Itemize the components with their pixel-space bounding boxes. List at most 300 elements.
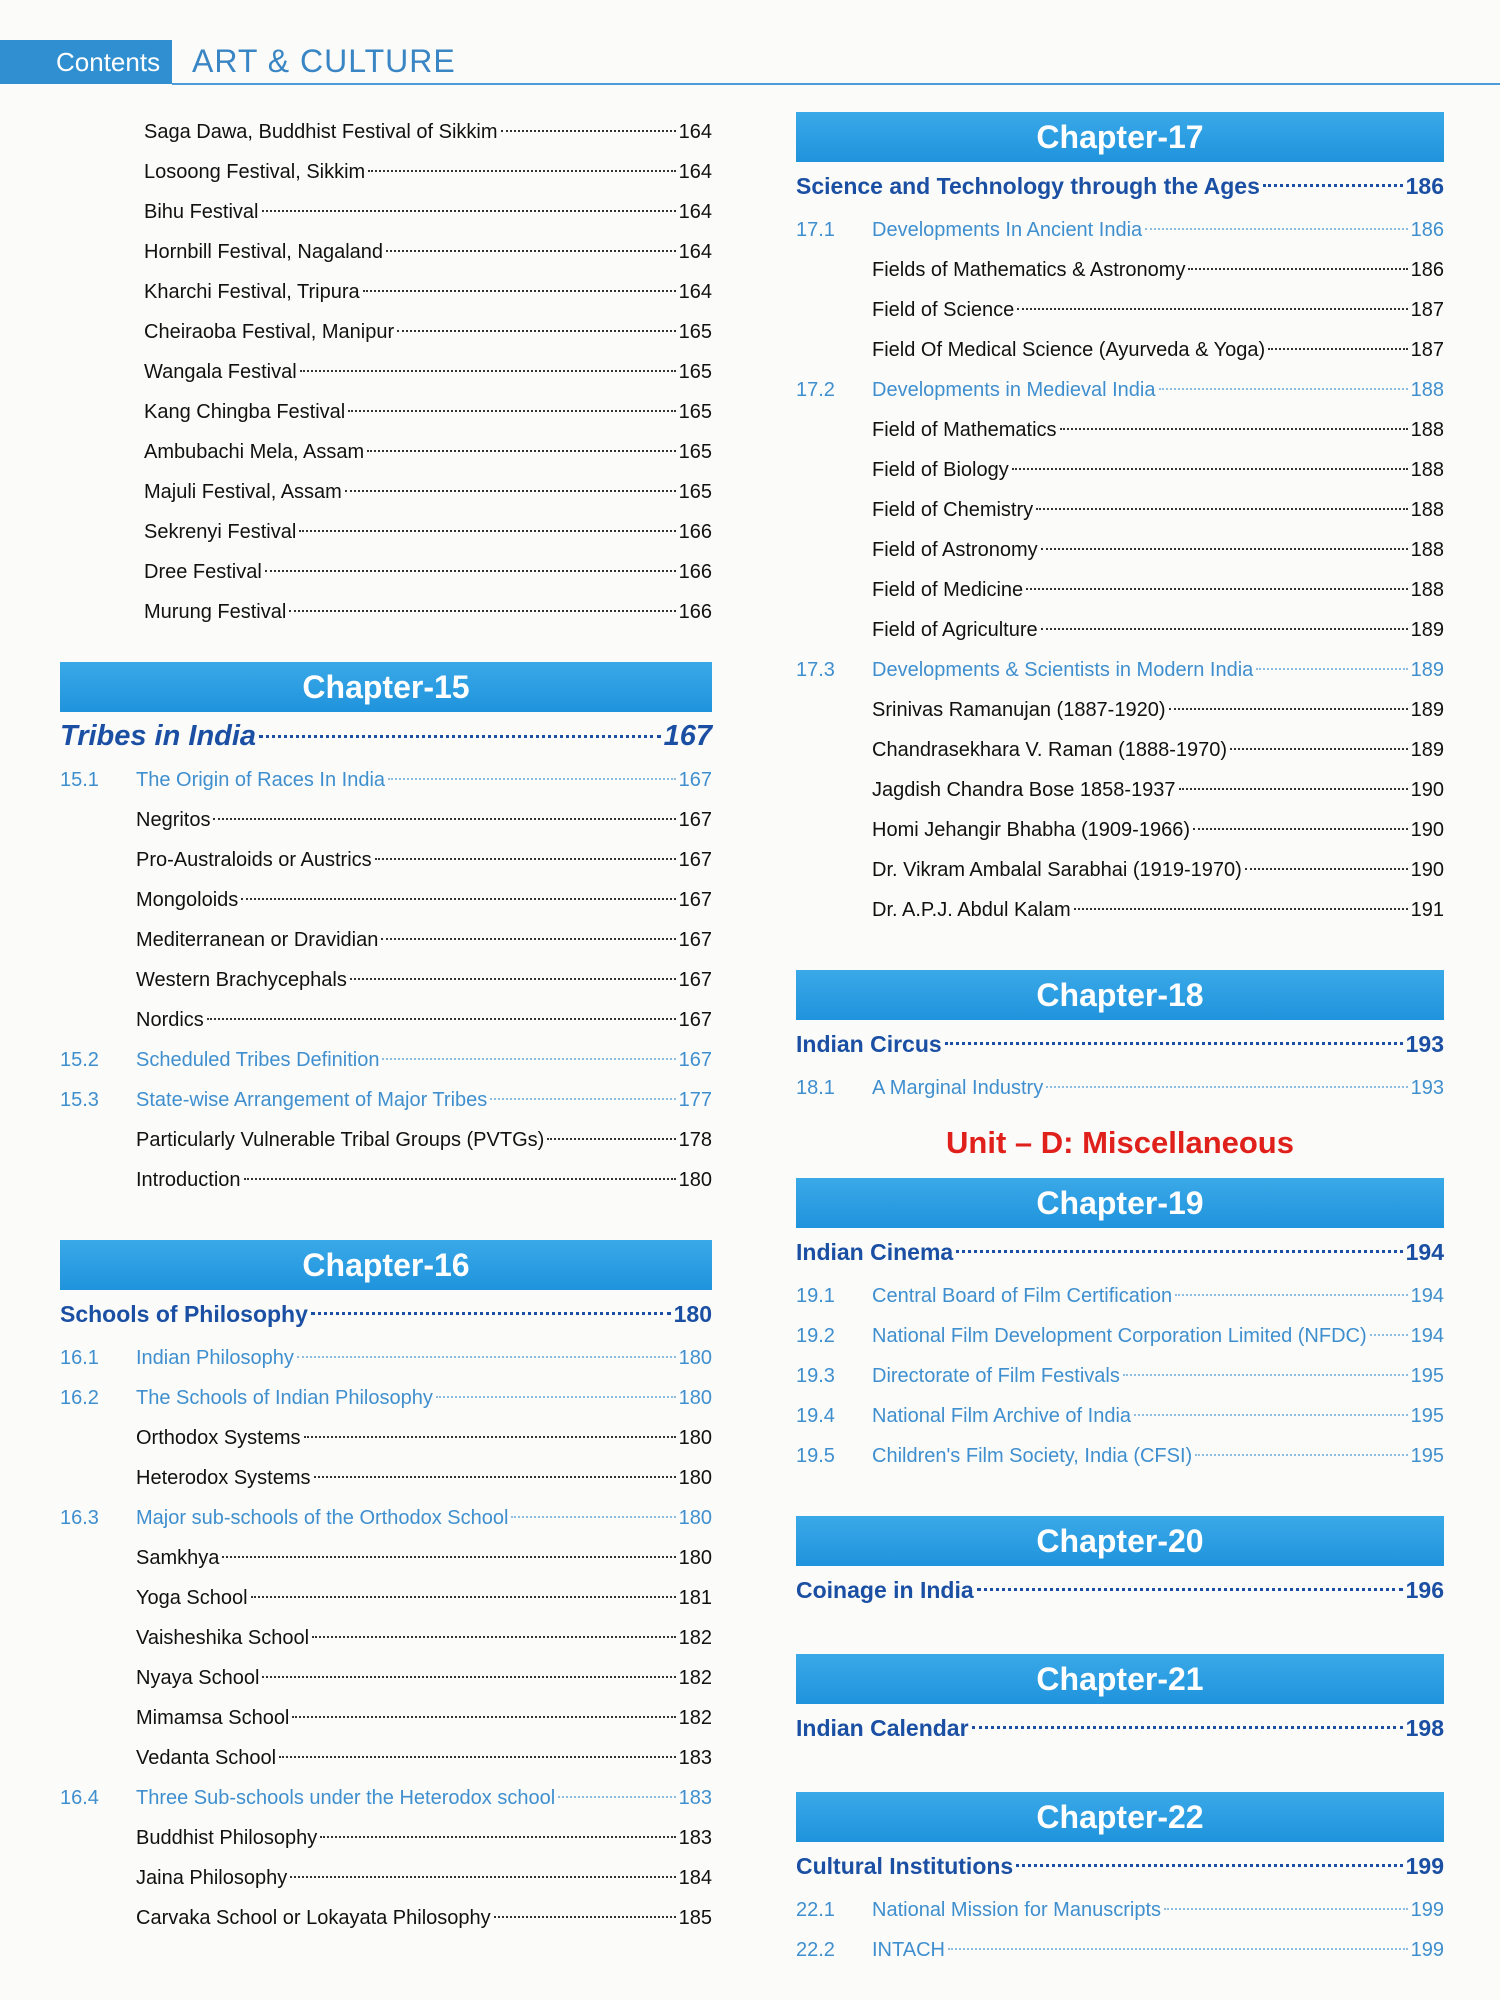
chapter-title[interactable] <box>796 1020 1444 1068</box>
toc-entry[interactable] <box>60 592 712 632</box>
chapter-title[interactable] <box>796 1566 1444 1614</box>
toc-entry[interactable] <box>60 1738 712 1778</box>
dot-leader <box>290 1876 675 1878</box>
toc-entry[interactable] <box>60 1658 712 1698</box>
entry-title: Field of Biology <box>872 459 1009 481</box>
toc-entry[interactable] <box>796 610 1444 650</box>
dot-leader <box>1263 184 1403 187</box>
dot-leader <box>956 1250 1402 1253</box>
entry-title: Pro-Australoids or Austrics <box>136 849 372 871</box>
dot-leader <box>388 778 676 780</box>
toc-entry[interactable] <box>60 312 712 352</box>
dot-leader <box>972 1726 1403 1729</box>
dot-leader <box>1179 788 1408 790</box>
dot-leader <box>1195 1454 1407 1456</box>
dot-leader <box>1188 268 1407 270</box>
dot-leader <box>1017 308 1407 310</box>
dot-leader <box>304 1436 676 1438</box>
page-number: 165 <box>678 401 712 423</box>
toc-section-entry[interactable] <box>796 1436 1444 1476</box>
page-number: 183 <box>678 1787 712 1809</box>
entry-title: Dr. A.P.J. Abdul Kalam <box>872 899 1071 921</box>
dot-leader <box>381 938 675 940</box>
page-number: 185 <box>678 1907 712 1929</box>
page-number: 188 <box>1410 499 1444 521</box>
entry-title: Children's Film Society, India (CFSI) <box>872 1445 1193 1467</box>
chapter-title-text: Science and Technology through the Ages <box>796 173 1260 199</box>
entry-title: Jaina Philosophy <box>136 1867 288 1889</box>
entry-title: Fields of Mathematics & Astronomy <box>872 259 1186 281</box>
page-number: 167 <box>678 769 712 791</box>
toc-entry[interactable] <box>796 530 1444 570</box>
toc-entry[interactable] <box>60 880 712 920</box>
chapter-20-block <box>796 1516 1444 1614</box>
dot-leader <box>1123 1374 1408 1376</box>
page-number: 165 <box>678 441 712 463</box>
chapter-band: Chapter-22 <box>796 1792 1444 1842</box>
entry-title: Sekrenyi Festival <box>144 521 297 543</box>
entry-title: State-wise Arrangement of Major Tribes <box>136 1089 488 1111</box>
dot-leader <box>382 1058 675 1060</box>
chapter-page-number: 199 <box>1405 1853 1444 1879</box>
dot-leader <box>1041 548 1408 550</box>
toc-entry[interactable] <box>60 1818 712 1858</box>
dot-leader <box>1230 748 1408 750</box>
dot-leader <box>436 1396 676 1398</box>
dot-leader <box>289 610 675 612</box>
section-number: 16.3 <box>60 1507 99 1529</box>
dot-leader <box>320 1836 675 1838</box>
toc-entry[interactable] <box>60 840 712 880</box>
dot-leader <box>1370 1334 1408 1336</box>
chapter-17-block <box>796 112 1444 930</box>
page-number: 180 <box>678 1427 712 1449</box>
toc-entry[interactable] <box>60 152 712 192</box>
dot-leader <box>312 1636 676 1638</box>
toc-entry[interactable] <box>796 290 1444 330</box>
dot-leader <box>494 1916 676 1918</box>
chapter-page-number: 180 <box>673 1301 712 1327</box>
entry-title: National Film Archive of India <box>872 1405 1132 1427</box>
entry-title: Vedanta School <box>136 1747 277 1769</box>
toc-section-entry[interactable] <box>60 760 712 800</box>
toc-entry[interactable] <box>60 392 712 432</box>
entry-title: Kharchi Festival, Tripura <box>144 281 360 303</box>
toc-entry[interactable] <box>796 330 1444 370</box>
entry-title: Dree Festival <box>144 561 262 583</box>
entry-title: Indian Philosophy <box>136 1347 294 1369</box>
dot-leader <box>397 330 676 332</box>
toc-entry[interactable] <box>796 250 1444 290</box>
dot-leader <box>1036 508 1407 510</box>
page-number: 180 <box>678 1387 712 1409</box>
toc-entry[interactable] <box>796 730 1444 770</box>
entry-title: Field of Astronomy <box>872 539 1038 561</box>
dot-leader <box>1145 228 1407 230</box>
chapter-title[interactable] <box>796 1228 1444 1276</box>
toc-section-entry[interactable] <box>60 1498 712 1538</box>
toc-section-entry[interactable] <box>796 210 1444 250</box>
entry-title: Wangala Festival <box>144 361 297 383</box>
toc-entry[interactable] <box>60 1858 712 1898</box>
entry-title: Nyaya School <box>136 1667 260 1689</box>
chapter-title-text: Tribes in India <box>60 720 257 752</box>
section-number: 18.1 <box>796 1077 835 1099</box>
page-number: 182 <box>678 1667 712 1689</box>
entry-title: Homi Jehangir Bhabha (1909-1966) <box>872 819 1190 841</box>
dot-leader <box>367 450 676 452</box>
contents-tab[interactable]: Contents <box>0 40 172 84</box>
entry-title: Ambubachi Mela, Assam <box>144 441 365 463</box>
section-number: 15.1 <box>60 769 99 791</box>
page-number: 188 <box>1410 579 1444 601</box>
toc-entry[interactable] <box>796 570 1444 610</box>
chapter-22-block <box>796 1792 1444 1970</box>
toc-section-entry[interactable] <box>796 650 1444 690</box>
entry-title: Majuli Festival, Assam <box>144 481 342 503</box>
chapter-band: Chapter-19 <box>796 1178 1444 1228</box>
toc-section-entry[interactable] <box>796 1356 1444 1396</box>
dot-leader <box>1193 828 1408 830</box>
toc-section-entry[interactable] <box>796 1890 1444 1930</box>
dot-leader <box>1256 668 1407 670</box>
page-number: 180 <box>678 1347 712 1369</box>
page-number: 189 <box>1410 739 1444 761</box>
festival-list <box>60 112 712 632</box>
chapter-title-text: Indian Cinema <box>796 1239 954 1265</box>
entry-title: Scheduled Tribes Definition <box>136 1049 380 1071</box>
entry-title: Directorate of Film Festivals <box>872 1365 1120 1387</box>
dot-leader <box>241 898 675 900</box>
toc-entry[interactable] <box>60 272 712 312</box>
dot-leader <box>1046 1086 1407 1088</box>
toc-entry[interactable] <box>60 1698 712 1738</box>
page-number: 180 <box>678 1467 712 1489</box>
toc-entry[interactable] <box>60 1898 712 1938</box>
page-number: 195 <box>1410 1445 1444 1467</box>
dot-leader <box>1041 628 1408 630</box>
section-number: 15.2 <box>60 1049 99 1071</box>
page-number: 182 <box>678 1707 712 1729</box>
dot-leader <box>314 1476 676 1478</box>
dot-leader <box>348 410 675 412</box>
dot-leader <box>1245 868 1408 870</box>
dot-leader <box>363 290 676 292</box>
page-number: 167 <box>678 809 712 831</box>
toc-entry[interactable] <box>60 1578 712 1618</box>
entry-title: Developments & Scientists in Modern India <box>872 659 1254 681</box>
chapter-page-number: 198 <box>1405 1715 1444 1741</box>
page-number: 193 <box>1410 1077 1444 1099</box>
section-number: 17.2 <box>796 379 835 401</box>
toc-entry[interactable] <box>60 192 712 232</box>
entry-title: Mongoloids <box>136 889 239 911</box>
page-number: 165 <box>678 361 712 383</box>
page-number: 188 <box>1410 419 1444 441</box>
entry-title: Srinivas Ramanujan (1887-1920) <box>872 699 1166 721</box>
chapter-band: Chapter-20 <box>796 1516 1444 1566</box>
entry-title: Developments In Ancient India <box>872 219 1143 241</box>
dot-leader <box>297 1356 676 1358</box>
dot-leader <box>300 370 676 372</box>
page-number: 166 <box>678 601 712 623</box>
page-number: 181 <box>678 1587 712 1609</box>
page-number: 180 <box>678 1507 712 1529</box>
page-number: 167 <box>678 1049 712 1071</box>
chapter-title-text: Indian Circus <box>796 1031 942 1057</box>
entry-title: Field of Chemistry <box>872 499 1034 521</box>
entry-title: Chandrasekhara V. Raman (1888-1970) <box>872 739 1228 761</box>
toc-entry[interactable] <box>60 472 712 512</box>
page-number: 167 <box>678 1009 712 1031</box>
toc-entry[interactable] <box>60 960 712 1000</box>
page-number: 199 <box>1410 1939 1444 1961</box>
entry-title: The Schools of Indian Philosophy <box>136 1387 433 1409</box>
dot-leader <box>511 1516 675 1518</box>
chapter-title[interactable] <box>796 1704 1444 1752</box>
dot-leader <box>1074 908 1408 910</box>
page-number: 188 <box>1410 459 1444 481</box>
page-number: 187 <box>1410 299 1444 321</box>
entry-title: Mimamsa School <box>136 1707 290 1729</box>
page-number: 164 <box>678 281 712 303</box>
dot-leader <box>547 1138 675 1140</box>
dot-leader <box>345 490 676 492</box>
toc-entry[interactable] <box>60 1160 712 1200</box>
dot-leader <box>251 1596 676 1598</box>
toc-section-entry[interactable] <box>796 370 1444 410</box>
page-number: 166 <box>678 561 712 583</box>
dot-leader <box>1134 1414 1408 1416</box>
entry-title: Bihu Festival <box>144 201 259 223</box>
dot-leader <box>375 858 676 860</box>
page-number: 164 <box>678 121 712 143</box>
dot-leader <box>948 1948 1408 1950</box>
page-number: 194 <box>1410 1285 1444 1307</box>
page-number: 189 <box>1410 699 1444 721</box>
toc-section-entry[interactable] <box>60 1080 712 1120</box>
chapter-page-number: 167 <box>663 720 712 752</box>
page-number: 195 <box>1410 1405 1444 1427</box>
toc-entry[interactable] <box>60 432 712 472</box>
toc-entry[interactable] <box>60 232 712 272</box>
dot-leader <box>386 250 676 252</box>
toc-entry[interactable] <box>60 1618 712 1658</box>
left-column <box>60 112 712 1938</box>
dot-leader <box>207 1018 676 1020</box>
chapter-page-number: 193 <box>1405 1031 1444 1057</box>
page-number: 184 <box>678 1867 712 1889</box>
dot-leader <box>299 530 675 532</box>
page-number: 187 <box>1410 339 1444 361</box>
entry-title: Jagdish Chandra Bose 1858-1937 <box>872 779 1176 801</box>
page-number: 182 <box>678 1627 712 1649</box>
chapter-page-number: 196 <box>1405 1577 1444 1603</box>
page-number: 167 <box>678 889 712 911</box>
toc-section-entry[interactable] <box>60 1338 712 1378</box>
page-number: 190 <box>1410 779 1444 801</box>
section-number: 19.1 <box>796 1285 835 1307</box>
entry-title: Saga Dawa, Buddhist Festival of Sikkim <box>144 121 498 143</box>
page-number: 199 <box>1410 1899 1444 1921</box>
dot-leader <box>350 978 676 980</box>
entry-title: Vaisheshika School <box>136 1627 310 1649</box>
toc-entry[interactable] <box>796 490 1444 530</box>
entry-title: Nordics <box>136 1009 204 1031</box>
toc-section-entry[interactable] <box>796 1068 1444 1108</box>
toc-entry[interactable] <box>60 552 712 592</box>
toc-entry[interactable] <box>60 512 712 552</box>
toc-section-entry[interactable] <box>796 1316 1444 1356</box>
header-rule <box>172 83 1500 85</box>
page-number: 186 <box>1410 259 1444 281</box>
entry-title: Hornbill Festival, Nagaland <box>144 241 384 263</box>
toc-entry[interactable] <box>60 1538 712 1578</box>
dot-leader <box>1175 1294 1408 1296</box>
section-number: 17.1 <box>796 219 835 241</box>
dot-leader <box>213 818 675 820</box>
entry-title: A Marginal Industry <box>872 1077 1044 1099</box>
entry-title: INTACH <box>872 1939 945 1961</box>
page-number: 191 <box>1410 899 1444 921</box>
chapter-18-block <box>796 970 1444 1108</box>
chapter-page-number: 194 <box>1405 1239 1444 1265</box>
entry-title: Cheiraoba Festival, Manipur <box>144 321 395 343</box>
toc-entry[interactable] <box>796 690 1444 730</box>
page-number: 190 <box>1410 819 1444 841</box>
chapter-title[interactable] <box>60 712 712 760</box>
chapter-band: Chapter-21 <box>796 1654 1444 1704</box>
page-number: 194 <box>1410 1325 1444 1347</box>
section-number: 22.2 <box>796 1939 835 1961</box>
dot-leader <box>977 1588 1403 1591</box>
toc-entry[interactable] <box>796 850 1444 890</box>
entry-title: Field of Agriculture <box>872 619 1038 641</box>
toc-section-entry[interactable] <box>796 1930 1444 1970</box>
chapter-title[interactable] <box>796 162 1444 210</box>
chapter-title-text: Schools of Philosophy <box>60 1301 308 1327</box>
entry-title: Field of Medicine <box>872 579 1024 601</box>
page-number: 164 <box>678 161 712 183</box>
dot-leader <box>222 1556 675 1558</box>
entry-title: Samkhya <box>136 1547 220 1569</box>
toc-section-entry[interactable] <box>796 1396 1444 1436</box>
page-number: 167 <box>678 849 712 871</box>
chapter-title[interactable] <box>796 1842 1444 1890</box>
dot-leader <box>265 570 676 572</box>
dot-leader <box>311 1312 671 1315</box>
dot-leader <box>1169 708 1408 710</box>
toc-entry[interactable] <box>60 112 712 152</box>
dot-leader <box>259 735 661 738</box>
entry-title: Negritos <box>136 809 211 831</box>
entry-title: Yoga School <box>136 1587 248 1609</box>
dot-leader <box>1268 348 1407 350</box>
page-number: 165 <box>678 481 712 503</box>
entry-title: Orthodox Systems <box>136 1427 301 1449</box>
dot-leader <box>292 1716 675 1718</box>
section-number: 15.3 <box>60 1089 99 1111</box>
page-number: 188 <box>1410 539 1444 561</box>
dot-leader <box>368 170 675 172</box>
dot-leader <box>490 1098 675 1100</box>
dot-leader <box>945 1042 1403 1045</box>
page-number: 183 <box>678 1747 712 1769</box>
toc-entry[interactable] <box>796 410 1444 450</box>
entry-title: Carvaka School or Lokayata Philosophy <box>136 1907 491 1929</box>
entry-title: Introduction <box>136 1169 241 1191</box>
dot-leader <box>501 130 676 132</box>
toc-entry[interactable] <box>60 1458 712 1498</box>
entry-title: Major sub-schools of the Orthodox School <box>136 1507 509 1529</box>
book-title: ART & CULTURE <box>192 43 456 79</box>
dot-leader <box>558 1796 675 1798</box>
chapter-title[interactable] <box>60 1290 712 1338</box>
chapter-21-block <box>796 1654 1444 1752</box>
entry-title: Field Of Medical Science (Ayurveda & Yoga) <box>872 339 1266 361</box>
page-number: 195 <box>1410 1365 1444 1387</box>
chapter-page-number: 186 <box>1405 173 1444 199</box>
toc-entry[interactable] <box>60 800 712 840</box>
toc-entry[interactable] <box>796 890 1444 930</box>
section-number: 19.2 <box>796 1325 835 1347</box>
toc-entry[interactable] <box>60 920 712 960</box>
entry-title: National Film Development Corporation Limited (NFDC) <box>872 1325 1367 1347</box>
section-number: 22.1 <box>796 1899 835 1921</box>
dot-leader <box>262 210 676 212</box>
section-number: 16.4 <box>60 1787 99 1809</box>
page-number: 164 <box>678 241 712 263</box>
page-number: 167 <box>678 969 712 991</box>
chapter-band: Chapter-17 <box>796 112 1444 162</box>
section-number: 19.3 <box>796 1365 835 1387</box>
toc-entry[interactable] <box>60 1418 712 1458</box>
entry-title: Mediterranean or Dravidian <box>136 929 379 951</box>
toc-entry[interactable] <box>796 810 1444 850</box>
dot-leader <box>1026 588 1407 590</box>
toc-section-entry[interactable] <box>796 1276 1444 1316</box>
section-number: 19.5 <box>796 1445 835 1467</box>
right-column <box>796 112 1444 1970</box>
section-number: 16.2 <box>60 1387 99 1409</box>
entry-title: Dr. Vikram Ambalal Sarabhai (1919-1970) <box>872 859 1242 881</box>
toc-section-entry[interactable] <box>60 1778 712 1818</box>
entry-title: Buddhist Philosophy <box>136 1827 318 1849</box>
chapter-15-block <box>60 662 712 1200</box>
toc-section-entry[interactable] <box>60 1040 712 1080</box>
page-number: 183 <box>678 1827 712 1849</box>
entry-title: Field of Science <box>872 299 1015 321</box>
entry-title: Heterodox Systems <box>136 1467 311 1489</box>
toc-entry[interactable] <box>60 1000 712 1040</box>
dot-leader <box>244 1178 676 1180</box>
toc-entry[interactable] <box>60 352 712 392</box>
chapter-band: Chapter-18 <box>796 970 1444 1020</box>
page-number: 186 <box>1410 219 1444 241</box>
chapter-19-block <box>796 1178 1444 1476</box>
entry-title: National Mission for Manuscripts <box>872 1899 1161 1921</box>
unit-d-heading: Unit – D: Miscellaneous <box>946 1125 1294 1160</box>
chapter-band: Chapter-15 <box>60 662 712 712</box>
chapter-title-text: Coinage in India <box>796 1577 974 1603</box>
toc-entry[interactable] <box>796 770 1444 810</box>
chapter-title-text: Indian Calendar <box>796 1715 969 1741</box>
toc-entry[interactable] <box>60 1120 712 1160</box>
section-number: 19.4 <box>796 1405 835 1427</box>
toc-section-entry[interactable] <box>60 1378 712 1418</box>
toc-entry[interactable] <box>796 450 1444 490</box>
page-number: 180 <box>678 1169 712 1191</box>
